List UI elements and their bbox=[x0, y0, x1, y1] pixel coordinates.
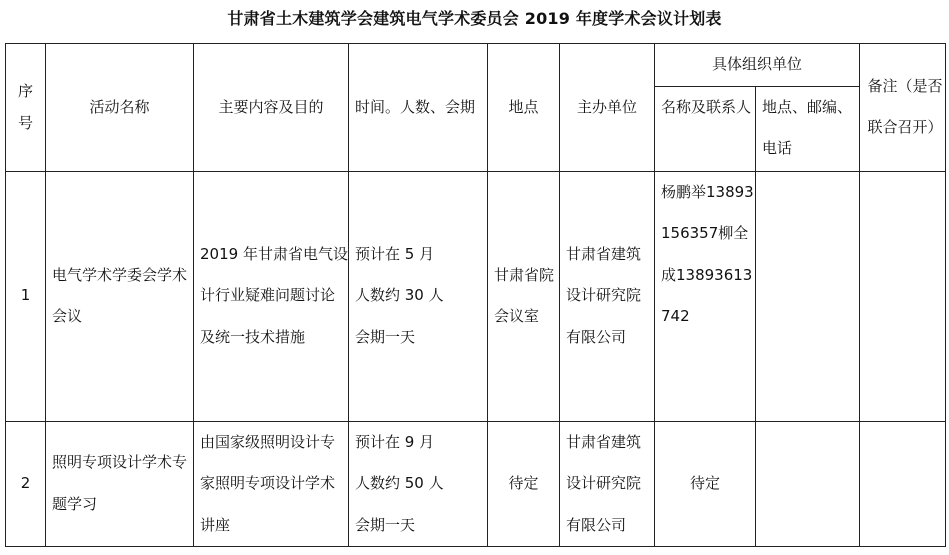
header-place: 地点 bbox=[488, 44, 560, 172]
row2-activity-name: 照明专项设计学术专题学习 bbox=[46, 421, 194, 547]
row2-host: 甘肃省建筑设计研究院有限公司 bbox=[560, 421, 655, 547]
page-title: 甘肃省土木建筑学会建筑电气学术委员会 2019 年度学术会议计划表 bbox=[227, 9, 722, 28]
row1-time-line: 人数约 30 人 bbox=[355, 286, 444, 305]
row1-place: 甘肃省院会议室 bbox=[488, 171, 560, 421]
row1-org-address bbox=[756, 171, 860, 421]
row2-place: 待定 bbox=[488, 421, 560, 547]
row2-content: 由国家级照明设计专家照明专项设计学术讲座 bbox=[194, 421, 349, 547]
row2-time bbox=[349, 421, 488, 547]
header-remark: 备注（是否联合召开） bbox=[860, 44, 946, 172]
row1-activity-name: 电气学术学委会学术会议 bbox=[46, 171, 194, 421]
row1-remark bbox=[860, 171, 946, 421]
row2-org-address bbox=[756, 421, 860, 547]
row2-time-line: 会期一天 bbox=[355, 515, 416, 534]
header-org-contact: 名称及联系人 bbox=[655, 86, 756, 171]
row1-time bbox=[349, 171, 488, 421]
row1-org-contact: 杨鹏举13893156357柳全成13893613742 bbox=[655, 171, 756, 421]
header-org-address: 地点、邮编、电话 bbox=[756, 86, 860, 171]
row2-time-line: 人数约 50 人 bbox=[355, 474, 444, 492]
header-org-group: 具体组织单位 bbox=[655, 44, 860, 87]
meeting-plan-table bbox=[5, 43, 946, 547]
row2-time-line: 预计在 9 月 bbox=[355, 432, 435, 451]
row1-seq: 1 bbox=[6, 171, 46, 421]
header-seq: 序号 bbox=[6, 44, 46, 172]
row1-content: 2019 年甘肃省电气设计行业疑难问题讨论及统一技术措施 bbox=[194, 171, 349, 421]
row1-host: 甘肃省建筑设计研究院有限公司 bbox=[560, 171, 655, 421]
row1-time-line: 预计在 5 月 bbox=[355, 244, 435, 263]
row1-time-line: 会期一天 bbox=[355, 327, 416, 346]
header-content: 主要内容及目的 bbox=[194, 44, 349, 172]
header-time: 时间。人数、会期 bbox=[349, 44, 488, 172]
row2-org-contact: 待定 bbox=[655, 421, 756, 547]
header-activity-name: 活动名称 bbox=[46, 44, 194, 172]
header-host: 主办单位 bbox=[560, 44, 655, 172]
row2-seq: 2 bbox=[6, 421, 46, 547]
row2-remark bbox=[860, 421, 946, 547]
